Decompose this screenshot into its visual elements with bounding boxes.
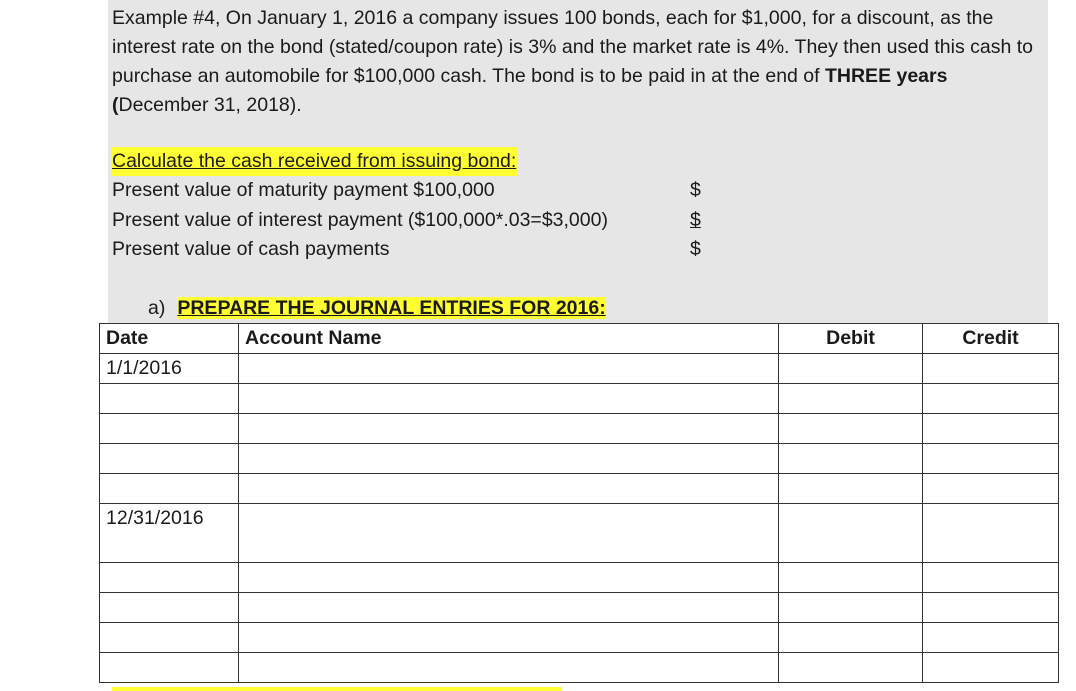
account-cell[interactable] — [239, 444, 779, 474]
table-row — [100, 653, 1059, 683]
section-a-label: a) — [148, 297, 166, 319]
problem-statement — [112, 4, 1044, 120]
credit-cell[interactable] — [923, 623, 1059, 653]
section-a-title: PREPARE THE JOURNAL ENTRIES FOR 2016: — [177, 297, 606, 319]
debit-cell[interactable] — [779, 474, 923, 504]
table-row — [100, 593, 1059, 623]
date-cell[interactable] — [100, 444, 239, 474]
debit-cell[interactable] — [779, 444, 923, 474]
problem-text-end: December 31, 2018). — [118, 94, 302, 116]
credit-cell[interactable] — [923, 474, 1059, 504]
credit-cell[interactable] — [923, 653, 1059, 683]
date-cell[interactable] — [100, 384, 239, 414]
table-row — [100, 384, 1059, 414]
debit-cell[interactable] — [779, 504, 923, 563]
table-row — [100, 444, 1059, 474]
account-cell[interactable] — [239, 354, 779, 384]
section-a-heading — [148, 294, 606, 323]
calc-line-maturity: Present value of maturity payment $100,000 — [112, 179, 495, 201]
calc-heading: Calculate the cash received from issuing bond: — [112, 147, 518, 176]
credit-cell[interactable] — [923, 563, 1059, 593]
account-cell[interactable] — [239, 593, 779, 623]
credit-cell[interactable] — [923, 593, 1059, 623]
highlight-strip — [112, 687, 562, 691]
table-row — [100, 563, 1059, 593]
account-cell[interactable] — [239, 563, 779, 593]
credit-cell[interactable] — [923, 504, 1059, 563]
debit-cell[interactable] — [779, 354, 923, 384]
table-row — [100, 474, 1059, 504]
date-cell[interactable] — [100, 593, 239, 623]
debit-cell[interactable] — [779, 384, 923, 414]
date-cell[interactable] — [100, 474, 239, 504]
calc-line-interest: Present value of interest payment ($100,000*.03=$3,000) — [112, 209, 608, 231]
date-cell[interactable] — [100, 563, 239, 593]
account-cell[interactable] — [239, 474, 779, 504]
credit-cell[interactable] — [923, 414, 1059, 444]
calc-line-total: Present value of cash payments — [112, 238, 390, 260]
table-row — [100, 414, 1059, 444]
account-cell[interactable] — [239, 384, 779, 414]
account-cell[interactable] — [239, 414, 779, 444]
credit-cell[interactable] — [923, 384, 1059, 414]
header-credit: Credit — [923, 324, 1059, 354]
account-cell[interactable] — [239, 623, 779, 653]
date-cell[interactable] — [100, 623, 239, 653]
header-debit: Debit — [779, 324, 923, 354]
header-date: Date — [100, 324, 239, 354]
debit-cell[interactable] — [779, 593, 923, 623]
account-cell[interactable] — [239, 504, 779, 563]
problem-text: Example #4, On January 1, 2016 a company issues 100 bonds, each for $1,000, for a discount, as the interest rate on the bond (stated/coupon rate) is 3% and the market rate is 4%. They then used this cash to purchase an automobile for $100,000 cash. The bond is to be paid in at the end of — [112, 7, 1034, 87]
table-row — [100, 623, 1059, 653]
debit-cell[interactable] — [779, 563, 923, 593]
account-cell[interactable] — [239, 653, 779, 683]
table-header-row — [100, 324, 1059, 354]
calc-dollar-maturity: $ — [690, 179, 701, 201]
calc-dollar-interest: $ — [690, 209, 701, 231]
credit-cell[interactable] — [923, 354, 1059, 384]
debit-cell[interactable] — [779, 623, 923, 653]
date-cell[interactable]: 12/31/2016 — [100, 504, 239, 563]
date-cell[interactable]: 1/1/2016 — [100, 354, 239, 384]
table-row — [100, 354, 1059, 384]
credit-cell[interactable] — [923, 444, 1059, 474]
debit-cell[interactable] — [779, 653, 923, 683]
header-account-name: Account Name — [239, 324, 779, 354]
table-row — [100, 504, 1059, 563]
calc-dollar-total: $ — [690, 238, 701, 260]
problem-bold-text: THREE years ( — [112, 65, 948, 116]
date-cell[interactable] — [100, 653, 239, 683]
date-cell[interactable] — [100, 414, 239, 444]
debit-cell[interactable] — [779, 414, 923, 444]
journal-entry-table — [99, 323, 1059, 683]
